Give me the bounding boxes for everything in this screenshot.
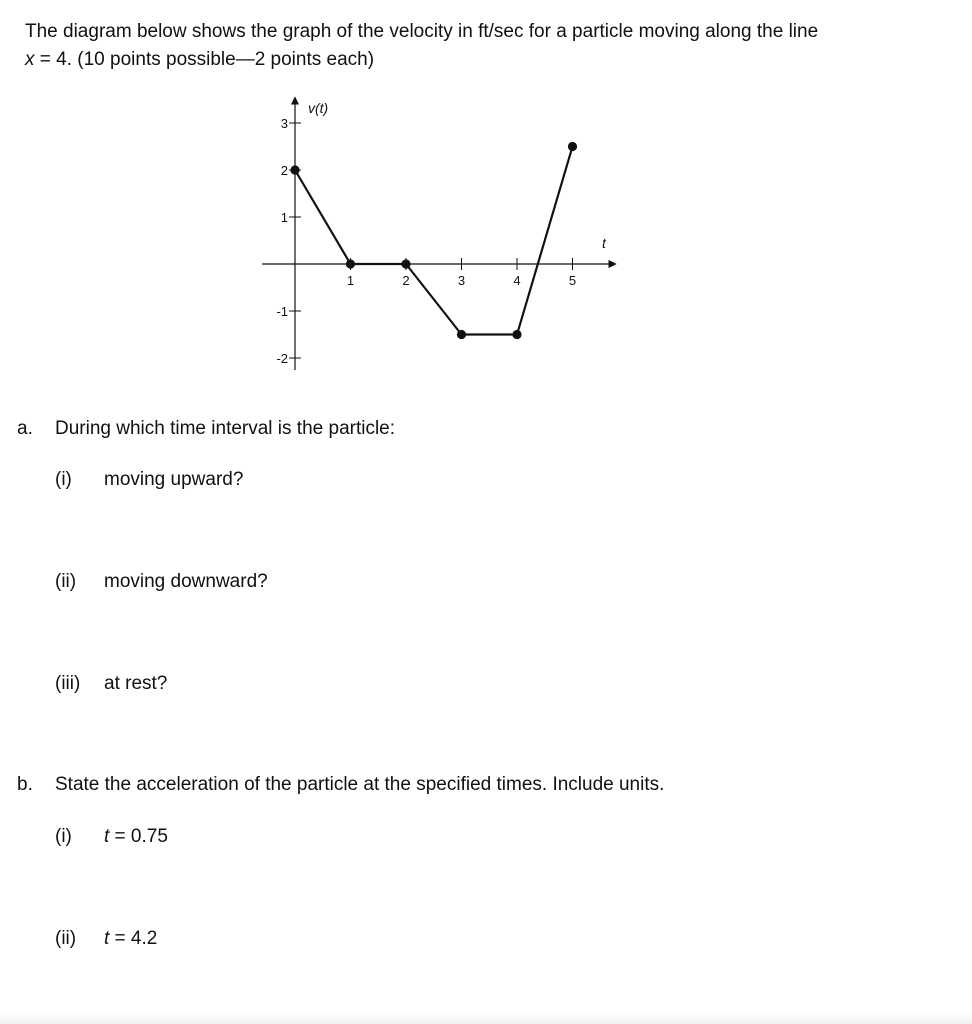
y-ticks <box>276 116 301 366</box>
y-axis-label: v(t) <box>308 100 329 116</box>
intro-variable: x <box>25 49 35 70</box>
closed-point <box>401 259 410 268</box>
part-b-question: State the acceleration of the particle at the specified times. Include units. <box>55 774 665 795</box>
part-b-i-text <box>104 825 168 849</box>
y-tick-label: -1 <box>276 304 288 319</box>
x-tick-label: 2 <box>402 273 410 288</box>
part-b-letter: b. <box>17 774 33 795</box>
part-a-i-number: (i) <box>55 469 72 490</box>
closed-point <box>346 259 355 268</box>
velocity-graph <box>250 88 630 388</box>
closed-point <box>512 330 521 339</box>
part-b-ii-text <box>104 927 157 951</box>
intro-line-2-text: = 4. (10 points possible—2 points each) <box>34 49 375 70</box>
x-tick-label: 5 <box>568 273 577 288</box>
velocity-points <box>290 142 577 339</box>
part-b-i-variable: t <box>104 826 110 847</box>
y-tick-label: 3 <box>280 116 288 131</box>
x-tick-label: 1 <box>346 273 355 288</box>
part-a-iii-text: at rest? <box>104 673 168 694</box>
part-b-ii-variable: t <box>104 928 110 949</box>
part-a-ii-number: (ii) <box>55 571 77 592</box>
x-axis-label: t <box>602 235 606 251</box>
part-a-letter: a. <box>17 418 33 439</box>
part-b-ii-number: (ii) <box>55 928 77 949</box>
closed-point <box>290 165 299 174</box>
part-b-ii-value: = 4.2 <box>109 928 158 949</box>
part-b-i-number: (i) <box>55 826 72 847</box>
y-tick-label: -2 <box>276 351 288 366</box>
part-a-ii-text: moving downward? <box>104 571 268 592</box>
intro-line-2 <box>25 46 925 74</box>
part-a-i-text: moving upward? <box>104 469 244 490</box>
part-b <box>0 773 972 797</box>
closed-point <box>568 142 577 151</box>
part-a-question: During which time interval is the particle: <box>55 418 396 439</box>
page-bottom-edge <box>0 1012 972 1024</box>
part-a-iii-number: (iii) <box>55 673 81 694</box>
y-tick-label: 1 <box>280 210 288 225</box>
part-a <box>0 417 972 441</box>
x-ticks <box>347 258 576 288</box>
intro-line-1: The diagram below shows the graph of the velocity in ft/sec for a particle moving along the line <box>25 21 819 42</box>
x-tick-label: 3 <box>457 273 466 288</box>
velocity-line <box>295 147 573 335</box>
y-tick-label: 2 <box>280 163 288 178</box>
part-b-i-value: = 0.75 <box>109 826 168 847</box>
x-tick-label: 4 <box>513 273 521 288</box>
closed-point <box>457 330 466 339</box>
problem-statement <box>25 18 925 74</box>
